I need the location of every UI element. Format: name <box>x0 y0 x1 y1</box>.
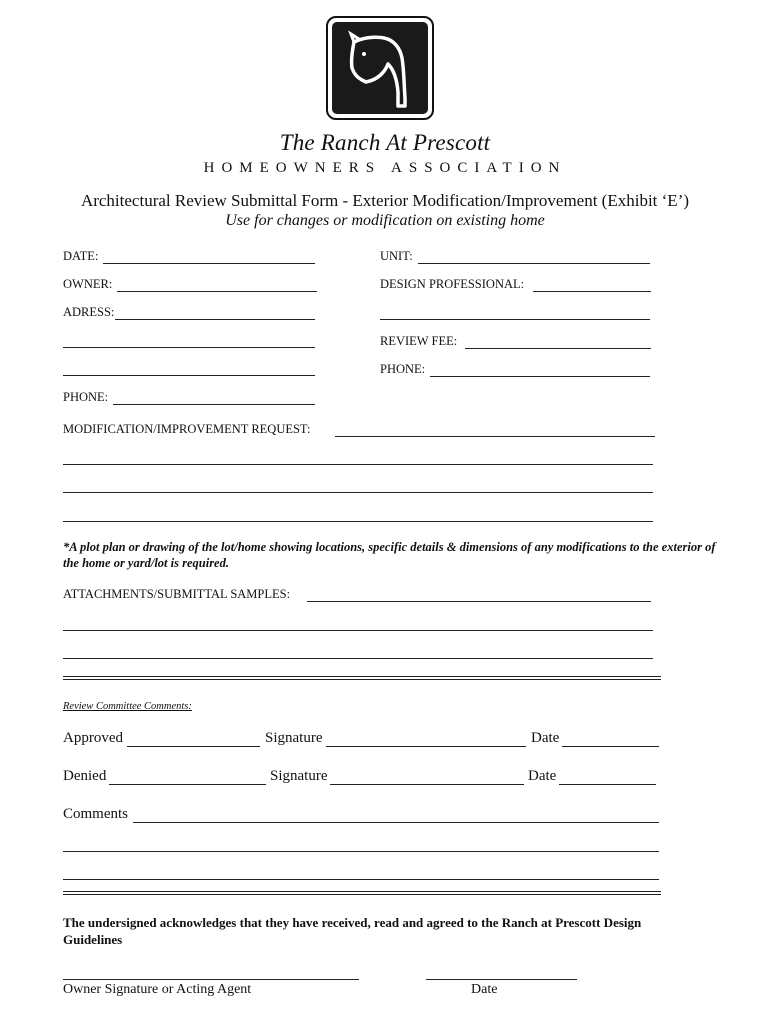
owner-label: OWNER: <box>63 277 113 291</box>
owner-signature-date-label: Date <box>471 982 498 997</box>
form-subtitle: Use for changes or modification on existing home <box>225 212 545 229</box>
modification-request-line-3[interactable] <box>63 492 653 493</box>
section-divider <box>63 676 661 680</box>
comments-field[interactable] <box>133 822 659 823</box>
approved-date-field[interactable] <box>562 746 659 747</box>
unit-label: UNIT: <box>380 249 413 263</box>
plot-plan-note: *A plot plan or drawing of the lot/home showing locations, specific details & dimensions of any modifications to the exterior of the home or yard/lot is required. <box>63 540 716 570</box>
denied-signature-label: Signature <box>270 768 328 784</box>
address-field[interactable] <box>115 319 315 320</box>
design-professional-phone-label: PHONE: <box>380 362 426 376</box>
modification-request-label: MODIFICATION/IMPROVEMENT REQUEST: <box>63 422 311 436</box>
attachments-field[interactable] <box>307 601 651 602</box>
modification-request-field[interactable] <box>335 436 655 437</box>
design-professional-line-2[interactable] <box>380 319 650 320</box>
owner-signature-date-field[interactable] <box>426 979 577 980</box>
owner-signature-label: Owner Signature or Acting Agent <box>63 982 252 997</box>
logo <box>326 16 434 120</box>
approved-signature-field[interactable] <box>326 746 526 747</box>
denied-date-field[interactable] <box>559 784 656 785</box>
review-committee-heading: Review Committee Comments: <box>63 701 192 712</box>
owner-phone-label: PHONE: <box>63 390 109 404</box>
design-professional-label: DESIGN PROFESSIONAL: <box>380 277 525 291</box>
review-divider <box>63 891 661 895</box>
approved-date-label: Date <box>531 730 560 746</box>
comments-label: Comments <box>63 806 129 822</box>
attachments-line-2[interactable] <box>63 630 653 631</box>
comments-line-3[interactable] <box>63 879 659 880</box>
date-field[interactable] <box>103 263 315 264</box>
denied-field[interactable] <box>109 784 266 785</box>
denied-signature-field[interactable] <box>330 784 524 785</box>
comments-line-2[interactable] <box>63 851 659 852</box>
denied-date-label: Date <box>528 768 557 784</box>
design-professional-phone-field[interactable] <box>430 376 650 377</box>
owner-field[interactable] <box>117 291 317 292</box>
review-fee-label: REVIEW FEE: <box>380 334 458 348</box>
horse-head-icon <box>332 22 428 114</box>
modification-request-line-2[interactable] <box>63 464 653 465</box>
approved-signature-label: Signature <box>265 730 323 746</box>
denied-label: Denied <box>63 768 107 784</box>
review-fee-field[interactable] <box>465 348 651 349</box>
date-label: DATE: <box>63 249 99 263</box>
acknowledgement-text: The undersigned acknowledges that they have received, read and agreed to the Ranch at Prescott Design Guidelines <box>63 915 642 947</box>
form-title: Architectural Review Submittal Form - Exterior Modification/Improvement (Exhibit ‘E’) <box>80 191 690 210</box>
approved-field[interactable] <box>127 746 260 747</box>
attachments-line-3[interactable] <box>63 658 653 659</box>
association-name: The Ranch At Prescott <box>279 130 491 155</box>
address-line-2[interactable] <box>63 347 315 348</box>
logo-background <box>332 22 428 114</box>
attachments-label: ATTACHMENTS/SUBMITTAL SAMPLES: <box>63 587 291 601</box>
address-line-3[interactable] <box>63 375 315 376</box>
approved-label: Approved <box>63 730 123 746</box>
association-subtitle: HOMEOWNERS ASSOCIATION <box>203 160 567 176</box>
address-label: ADRESS: <box>63 305 115 319</box>
modification-request-line-4[interactable] <box>63 521 653 522</box>
unit-field[interactable] <box>418 263 650 264</box>
owner-phone-field[interactable] <box>113 404 315 405</box>
design-professional-field[interactable] <box>533 291 651 292</box>
owner-signature-field[interactable] <box>63 979 359 980</box>
